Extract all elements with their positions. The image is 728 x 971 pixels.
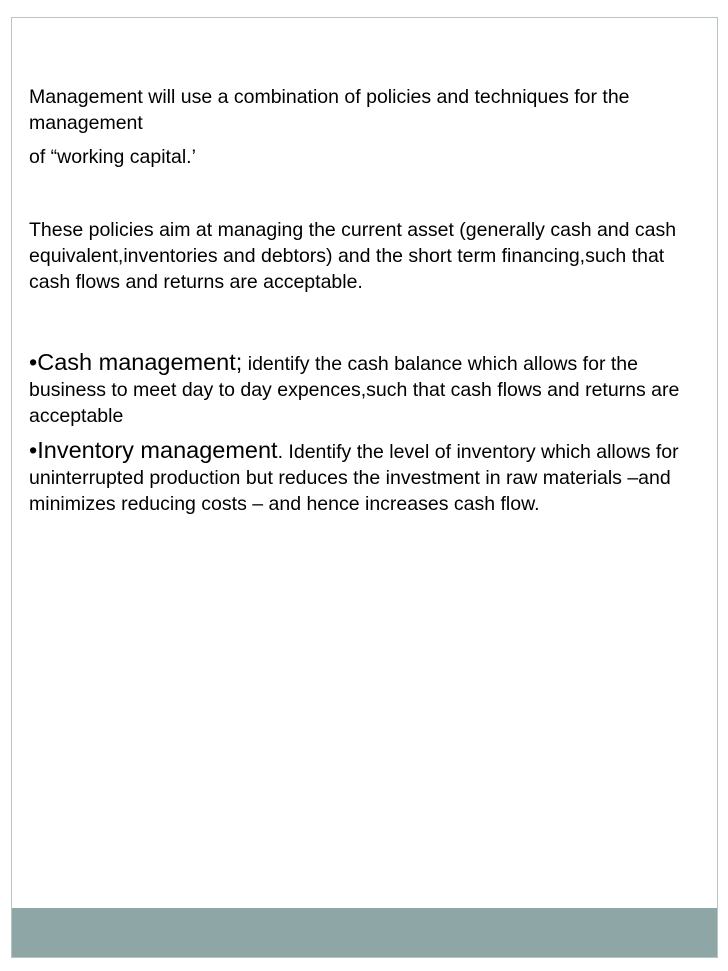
bullet-inventory-management [29, 437, 709, 517]
bullet-heading: •Cash management; [29, 349, 243, 375]
intro-paragraph-continued: of “working capital.’ [29, 146, 196, 168]
bullet-text: identify the cash balance which allows for the business to meet day to day expences,such that cash flows and returns are acceptable [29, 353, 680, 427]
slide-body [29, 84, 709, 517]
bullet-heading: •Inventory management [29, 437, 278, 463]
intro-paragraph: Management will use a combination of policies and techniques for the management [29, 86, 630, 134]
slide [11, 17, 718, 958]
bullet-text: . Identify the level of inventory which allows for uninterrupted production but reduces the investment in raw materials –and minimizes reducing costs – and hence increases cash flow. [29, 441, 679, 515]
footer-bar [12, 908, 717, 957]
policies-paragraph: These policies aim at managing the current asset (generally cash and cash equivalent,inventories and debtors) and the short term financing,such that cash flows and returns are acceptable. [29, 219, 677, 293]
bullet-cash-management [29, 349, 709, 429]
